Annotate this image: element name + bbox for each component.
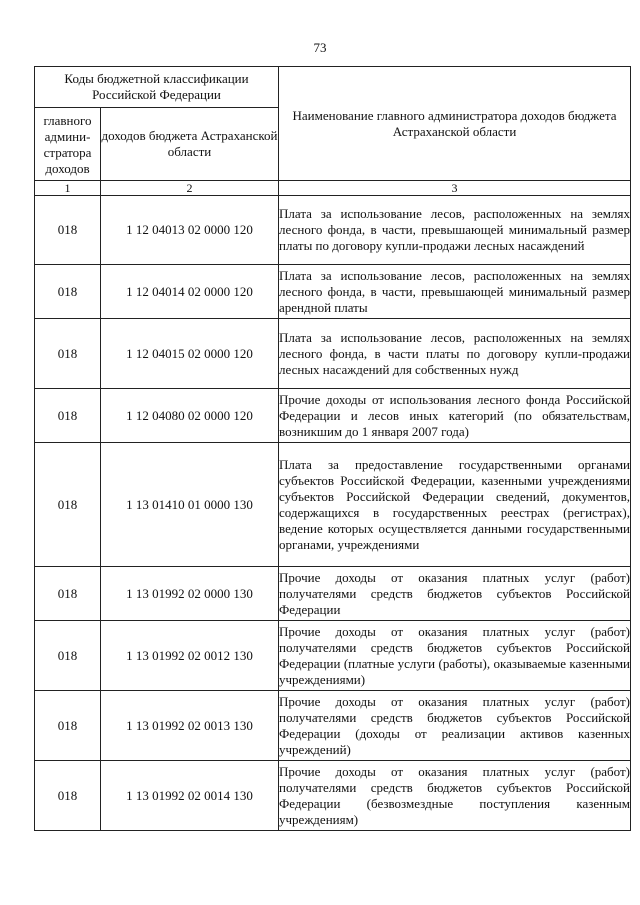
revenue-name-cell: Прочие доходы от оказания платных услуг (работ) получателями средств бюджетов субъектов Российской Федерации (безвозмездные поступления казенным учреждениям) — [279, 761, 631, 831]
revenue-name-cell: Прочие доходы от использования лесного фонда Российской Федерации и лесов иных категорий (по обязательствам, возникшим до 1 января 2007 года) — [279, 389, 631, 443]
table-row — [35, 265, 631, 319]
admin-code-cell: 018 — [35, 691, 101, 761]
table-row — [35, 621, 631, 691]
header-col3-number: 3 — [279, 181, 631, 196]
admin-code-cell: 018 — [35, 389, 101, 443]
budget-code-cell: 1 13 01410 01 0000 130 — [101, 443, 279, 567]
header-group-title: Коды бюджетной классификации Российской Федерации — [35, 67, 279, 108]
budget-code-cell: 1 12 04015 02 0000 120 — [101, 319, 279, 389]
budget-code-cell: 1 13 01992 02 0000 130 — [101, 567, 279, 621]
header-col1-title: главного админи-стратора доходов — [35, 108, 101, 181]
page-number: 73 — [313, 40, 327, 55]
admin-code-cell: 018 — [35, 761, 101, 831]
header-col2-number: 2 — [101, 181, 279, 196]
budget-code-cell: 1 12 04014 02 0000 120 — [101, 265, 279, 319]
budget-code-cell: 1 12 04080 02 0000 120 — [101, 389, 279, 443]
table-row — [35, 761, 631, 831]
header-col1-number: 1 — [35, 181, 101, 196]
budget-code-cell: 1 13 01992 02 0014 130 — [101, 761, 279, 831]
revenue-name-cell: Плата за использование лесов, расположенных на землях лесного фонда, в части платы по договору купли-продажи лесных насаждений для собственных нужд — [279, 319, 631, 389]
admin-code-cell: 018 — [35, 621, 101, 691]
table-row — [35, 196, 631, 265]
admin-code-cell: 018 — [35, 319, 101, 389]
table-row — [35, 389, 631, 443]
revenue-name-cell: Плата за предоставление государственными органами субъектов Российской Федерации, казенными учреждениями субъектов Российской Федерации сведений, документов, содержащихся в государственных реестрах (регистрах), ведение которых осуществляется данными государственными органами, учреждениями — [279, 443, 631, 567]
budget-code-cell: 1 13 01992 02 0012 130 — [101, 621, 279, 691]
table-row — [35, 691, 631, 761]
header-col2-title: доходов бюджета Астраханской области — [101, 108, 279, 181]
revenue-name-cell: Прочие доходы от оказания платных услуг (работ) получателями средств бюджетов субъектов Российской Федерации (платные услуги (работы), оказываемые казенными учреждениями) — [279, 621, 631, 691]
budget-code-cell: 1 13 01992 02 0013 130 — [101, 691, 279, 761]
revenue-name-cell: Прочие доходы от оказания платных услуг (работ) получателями средств бюджетов субъектов Российской Федерации (доходы от реализации активов казенных учреждений) — [279, 691, 631, 761]
header-col3-title: Наименование главного администратора доходов бюджета Астраханской области — [279, 67, 631, 181]
admin-code-cell: 018 — [35, 567, 101, 621]
admin-code-cell: 018 — [35, 443, 101, 567]
budget-classification-table — [34, 66, 631, 831]
revenue-name-cell: Плата за использование лесов, расположенных на землях лесного фонда, в части, превышающей минимальный размер платы по договору купли-продажи лесных насаждений — [279, 196, 631, 265]
table-row — [35, 319, 631, 389]
revenue-name-cell: Прочие доходы от оказания платных услуг (работ) получателями средств бюджетов субъектов Российской Федерации — [279, 567, 631, 621]
table-row — [35, 443, 631, 567]
revenue-name-cell: Плата за использование лесов, расположенных на землях лесного фонда, в части, превышающей минимальный размер арендной платы — [279, 265, 631, 319]
admin-code-cell: 018 — [35, 196, 101, 265]
admin-code-cell: 018 — [35, 265, 101, 319]
table-row — [35, 567, 631, 621]
budget-code-cell: 1 12 04013 02 0000 120 — [101, 196, 279, 265]
